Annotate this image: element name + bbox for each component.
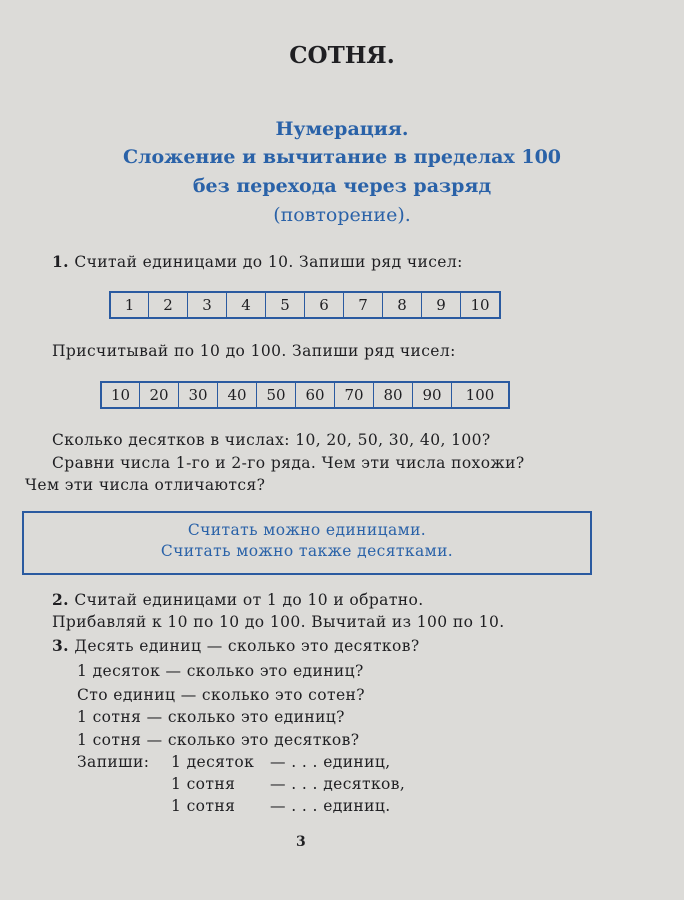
question: 1 сотня — сколько это десятков?: [77, 731, 360, 749]
exercise-number: 2.: [52, 590, 69, 609]
question: 1 десяток — сколько это единиц?: [77, 662, 364, 680]
number-cell: 70: [335, 383, 374, 407]
number-cell: 90: [413, 383, 452, 407]
exercise-text: Считай единицами от 1 до 10 и обратно.: [74, 591, 424, 609]
question: Чем эти числа отличаются?: [25, 476, 266, 494]
question: Сравни числа 1-го и 2-го ряда. Чем эти числа похожи?: [52, 454, 525, 472]
number-cell: 6: [305, 293, 344, 317]
number-cell: 9: [422, 293, 461, 317]
number-cell: 4: [227, 293, 266, 317]
number-cell: 80: [374, 383, 413, 407]
exercise-text: Десять единиц — сколько это десятков?: [74, 637, 420, 655]
number-cell: 10: [470, 296, 490, 314]
write-item: 1 сотня: [171, 775, 236, 793]
page-number: 3: [296, 834, 306, 850]
section-heading: Сложение и вычитание в пределах 100: [122, 146, 562, 168]
number-cell: 2: [149, 293, 188, 317]
number-cell: 20: [140, 383, 179, 407]
number-row-1: [109, 291, 501, 319]
exercise-2: [52, 590, 424, 609]
number-cell: 8: [383, 293, 422, 317]
write-blank: — . . . десятков,: [270, 775, 406, 793]
number-cell: 1: [111, 293, 149, 317]
exercise-number: 3.: [52, 636, 69, 655]
number-cell: 30: [179, 383, 218, 407]
question: 1 сотня — сколько это единиц?: [77, 708, 345, 726]
number-cell: 100: [465, 386, 495, 404]
write-label: Запиши:: [77, 753, 150, 771]
exercise-text: Прибавляй к 10 по 10 до 100. Вычитай из 100 по 10.: [52, 613, 505, 631]
rule-box: [22, 511, 592, 575]
write-blank: — . . . единиц,: [270, 753, 391, 771]
number-cell: 3: [188, 293, 227, 317]
section-heading: (повторение).: [273, 204, 411, 226]
question: Сто единиц — сколько это сотен?: [77, 686, 365, 704]
section-heading: без перехода через разряд: [192, 175, 492, 197]
write-blank: — . . . единиц.: [270, 797, 391, 815]
number-cell: 5: [266, 293, 305, 317]
section-heading: Нумерация.: [275, 118, 409, 140]
rule-line: Считать можно единицами.: [187, 521, 427, 539]
write-item: 1 десяток: [171, 753, 255, 771]
question: Сколько десятков в числах: 10, 20, 50, 30, 40, 100?: [52, 431, 491, 449]
number-cell: 50: [257, 383, 296, 407]
number-cell: 40: [218, 383, 257, 407]
exercise-text: Присчитывай по 10 до 100. Запиши ряд чисел:: [52, 342, 456, 360]
number-row-2: [100, 381, 510, 409]
write-item: 1 сотня: [171, 797, 236, 815]
exercise-1: [52, 252, 463, 271]
page-title: СОТНЯ.: [289, 42, 395, 69]
number-cell: 60: [296, 383, 335, 407]
exercise-text: Считай единицами до 10. Запиши ряд чисел:: [74, 253, 463, 271]
rule-line: Считать можно также десятками.: [160, 542, 454, 560]
exercise-number: 1.: [52, 252, 69, 271]
exercise-3: [52, 636, 420, 655]
number-cell: 10: [102, 383, 140, 407]
number-cell: 7: [344, 293, 383, 317]
